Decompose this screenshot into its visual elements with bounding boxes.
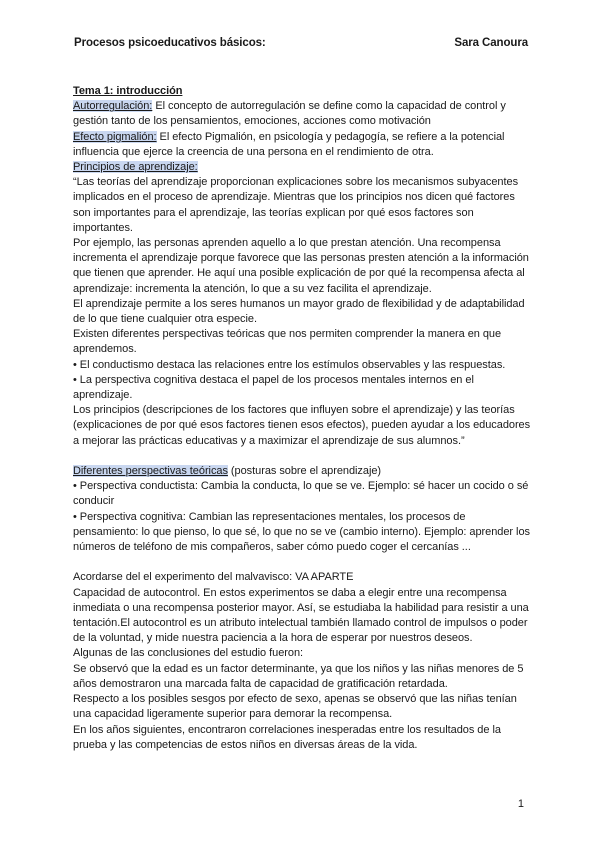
term-autorregulacion: Autorregulación: [73,100,153,113]
section-title: Tema 1: introducción [73,85,183,97]
definition-pigmalion [73,130,533,160]
paragraph: En los años siguientes, encontraron correlaciones inesperadas entre los resultados de la prueba y las competencias de estos niños en diversas áreas de la vida. [73,723,501,751]
paragraph: El aprendizaje permite a los seres humanos un mayor grado de flexibilidad y de adaptabilidad de lo que tiene cualquier otra especie. [73,297,525,326]
paragraph: Los principios (descripciones de los factores que influyen sobre el aprendizaje) y las teorías (explicaciones de por qué esos factores tienen esos efectos), pueden ayudar a los educadores a mejorar las prácticas educativas y a maximizar el aprendizaje de sus alumnos.” [73,404,531,447]
paragraph: Se observó que la edad es un factor determinante, ya que los niños y las niñas menores de 5 años demostraron una marcada falta de capacidad de gratificación retardada. [73,662,524,690]
paragraph: Capacidad de autocontrol. En estos experimentos se daba a elegir entre una recompensa inmediata o una recompensa posterior mayor. Así, se estudiaba la habilidad para resistir a una tentación.El autocontrol es un atributo intelectual también llamado control de impulsos o poder de la voluntad, y mide nuestra paciencia a la hora de esperar por nuestros deseos. [73,586,529,645]
definition-principios [73,160,533,175]
spacer [73,555,533,570]
header-course-title: Procesos psicoeducativos básicos: [74,37,266,49]
paragraph: “Las teorías del aprendizaje proporcionan explicaciones sobre los mecanismos subyacentes implicados en el proceso de aprendizaje. Mientras que los principios nos dicen qué factores son importantes para el aprendizaje, las teorías explican por qué esos factores son importantes. [73,176,519,234]
perspectivas-heading [73,464,533,479]
term-perspectivas: Diferentes perspectivas teóricas [73,465,228,478]
paragraph: Respecto a los posibles sesgos por efecto de sexo, apenas se observó que las niñas tenían una capacidad ligeramente superior para demorar la recompensa. [73,693,517,721]
definition-autorregulacion [73,99,533,129]
paragraph: Algunas de las conclusiones del estudio fueron: [73,647,304,660]
bullet-item: • El conductismo destaca las relaciones entre los estímulos observables y las respuestas. [73,358,506,371]
paragraph: Existen diferentes perspectivas teóricas que nos permiten comprender la manera en que aprendemos. [73,328,502,356]
spacer [73,449,533,464]
paragraph: Por ejemplo, las personas aprenden aquello a lo que prestan atención. Una recompensa incrementa el aprendizaje porque favorece que las personas presten atención a la información que tienen que aprender. He aquí una posible explicación de por qué la recompensa afecta al aprendizaje: incrementa la atención, lo que a su vez facilita el aprendizaje. [73,237,529,295]
document-body [73,84,533,753]
definition-text: El efecto Pigmalión, en psicología y pedagogía, se refiere a la potencial influencia que ejerce la creencia de una persona en el rendimiento de otra. [73,130,505,158]
bullet-item: • La perspectiva cognitiva destaca el papel de los procesos mentales internos en el aprendizaje. [73,373,474,402]
perspectivas-note: (posturas sobre el aprendizaje) [227,465,382,478]
paragraph: Acordarse del el experimento del malvavisco: VA APARTE [73,571,354,584]
bullet-item: • Perspectiva cognitiva: Cambian las representaciones mentales, los procesos de pensamiento: lo que pienso, lo que sé, lo que no se ve (cambio interno). Ejemplo: aprender los números de teléfono de mis compañeros, saber cómo puedo coger el cercanías ... [73,510,530,554]
header-author: Sara Canoura [454,37,528,49]
bullet-item: • Perspectiva conductista: Cambia la conducta, lo que se ve. Ejemplo: sé hacer un cocido o sé conducir [73,480,529,508]
definition-text: El concepto de autorregulación se define como la capacidad de control y gestión tanto de los pensamientos, emociones, acciones como motivación [73,100,506,128]
page-number: 1 [517,798,524,810]
term-principios: Principios de aprendizaje: [73,161,198,174]
term-pigmalion: Efecto pigmalión: [73,130,157,143]
